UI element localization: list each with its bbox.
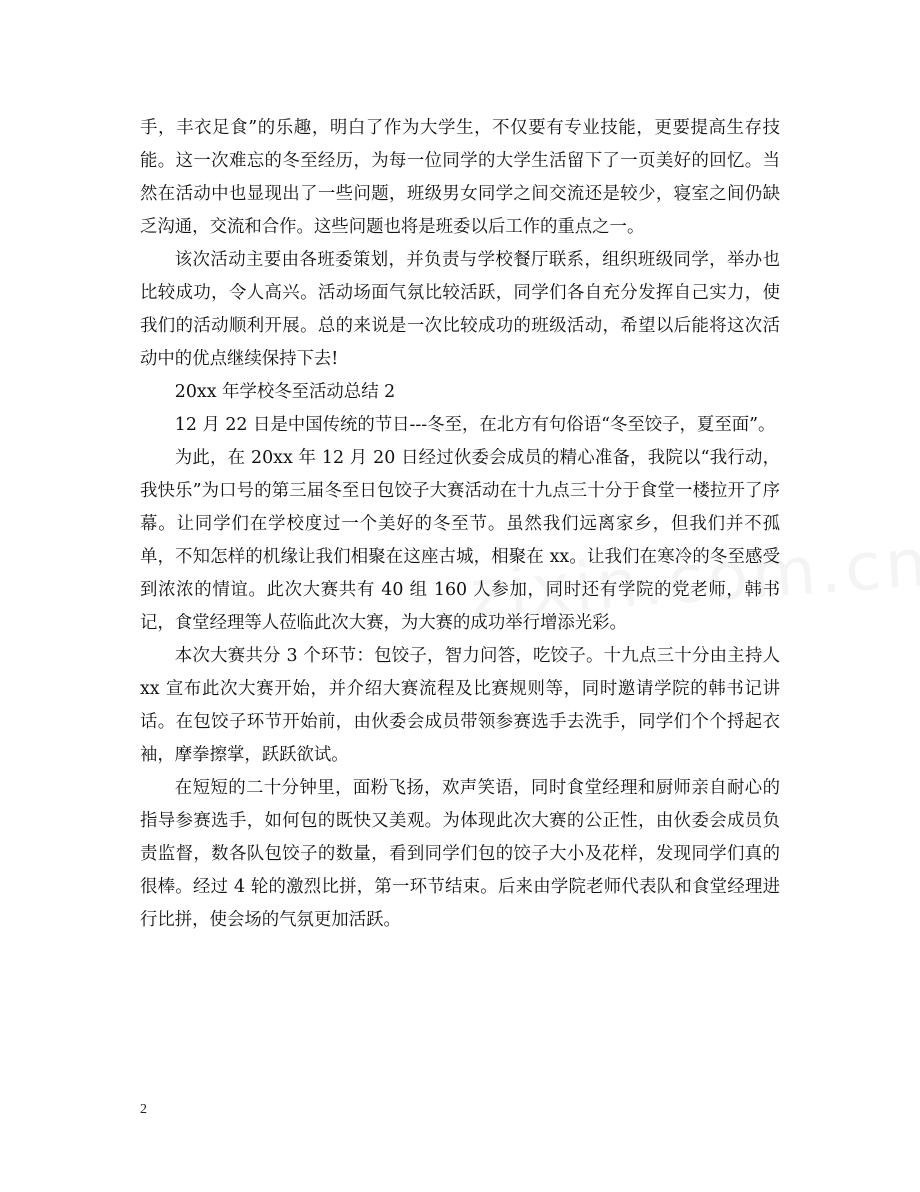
paragraph-1: 手，丰衣足食”的乐趣，明白了作为大学生，不仅要有专业技能，更要提高生存技能。这一次难忘的冬至经历，为每一位同学的大学生活留下了一页美好的回忆。当然在活动中也显现出了一些问题，班级男女同学之间交流还是较少，寝室之间仍缺乏沟通，交流和合作。这些问题也将是班委以后工作的重点之一。 — [140, 118, 780, 237]
paragraph-3: 12 月 22 日是中国传统的节日---冬至，在北方有句俗语“冬至饺子，夏至面”。 — [174, 415, 776, 435]
page-number: 2 — [140, 1102, 147, 1117]
section-heading: 20xx 年学校冬至活动总结 2 — [174, 382, 396, 402]
document-body — [140, 112, 780, 937]
paragraph-4: 为此，在 20xx 年 12 月 20 日经过伙委会成员的精心准备，我院以“我行动，我快乐”为口号的第三届冬至日包饺子大赛活动在十九点三十分于食堂一楼拉开了序幕。让同学们在学校度过一个美好的冬至节。虽然我们远离家乡，但我们并不孤单，不知怎样的机缘让我们相聚在这座古城，相聚在 xx。让我们在寒冷的冬至感受到浓浓的情谊。此次大赛共有 40 组 160 人参加，同时还有学院的党老师，韩书记，食堂经理等人莅临此次大赛，为大赛的成功举行增添光彩。 — [140, 448, 780, 633]
paragraph-5: 本次大赛共分 3 个环节：包饺子，智力问答，吃饺子。十九点三十分由主持人 xx 宣布此次大赛开始，并介绍大赛流程及比赛规则等，同时邀请学院的韩书记讲话。在包饺子环节开始前，由伙委会成员带领参赛选手去洗手，同学们个个捋起衣袖，摩拳擦掌，跃跃欲试。 — [140, 646, 780, 765]
paragraph-6: 在短短的二十分钟里，面粉飞扬，欢声笑语，同时食堂经理和厨师亲自耐心的指导参赛选手，如何包的既快又美观。为体现此次大赛的公正性，由伙委会成员负责监督，数各队包饺子的数量，看到同学们包的饺子大小及花样，发现同学们真的很棒。经过 4 轮的激烈比拼，第一环节结束。后来由学院老师代表队和食堂经理进行比拼，使会场的气氛更加活跃。 — [140, 778, 780, 930]
paragraph-2: 该次活动主要由各班委策划，并负责与学校餐厅联系，组织班级同学，举办也比较成功，令人高兴。活动场面气氛比较活跃，同学们各自充分发挥自己实力，使我们的活动顺利开展。总的来说是一次比较成功的班级活动，希望以后能将这次活动中的优点继续保持下去! — [140, 250, 780, 369]
